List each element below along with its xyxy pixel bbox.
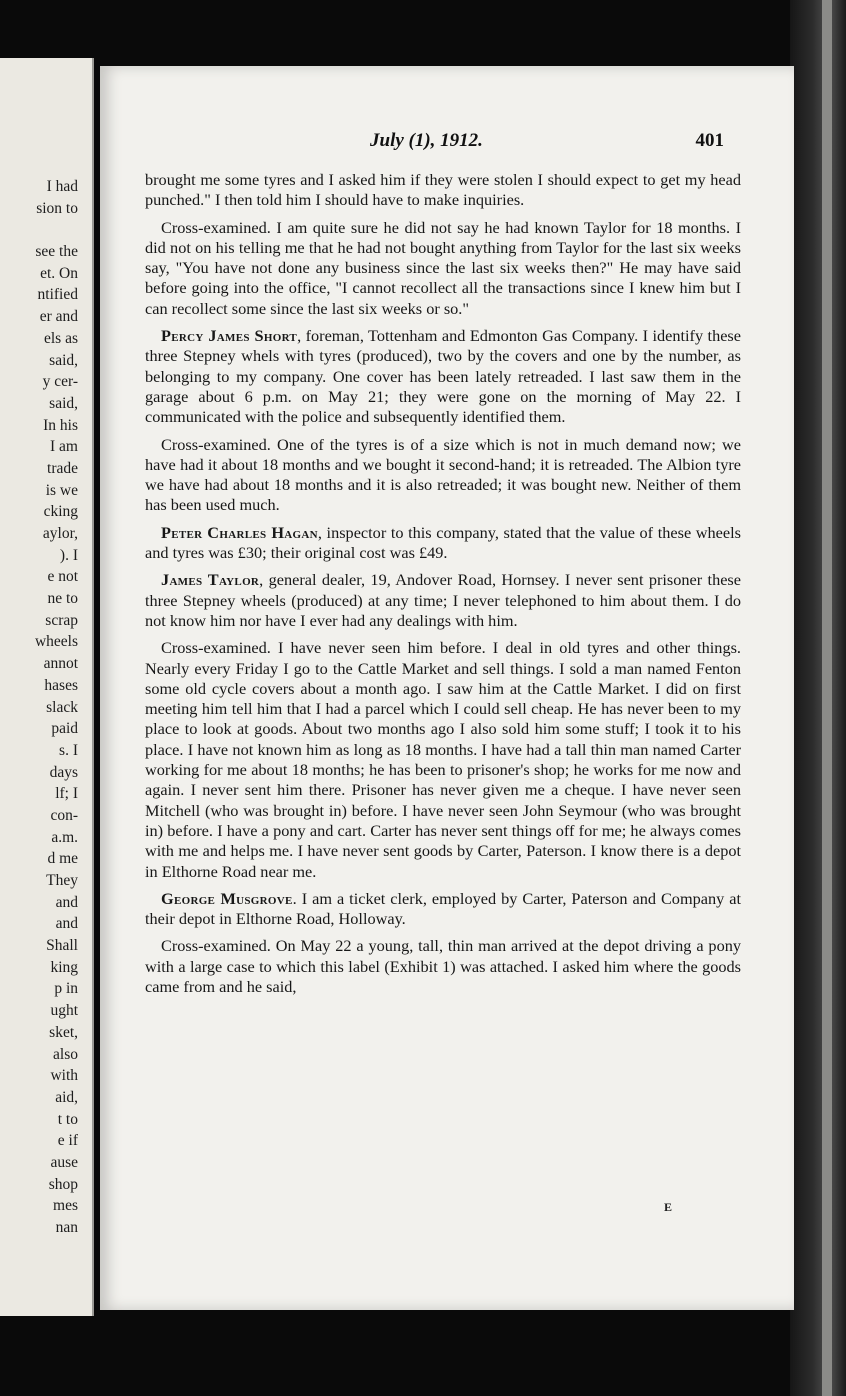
margin-fragment: Shall [46,937,78,955]
margin-fragment: a.m. [51,828,78,846]
margin-fragment [0,219,78,241]
margin-fragment: said, [49,351,78,369]
margin-fragment: king [50,958,78,976]
margin-fragment: cking [43,503,78,521]
paragraph [145,570,741,631]
margin-fragment: They [46,872,78,889]
witness-name: James Taylor [161,570,260,590]
book-edge [790,0,846,1396]
margin-fragment: con- [50,806,78,824]
paragraph [145,889,741,930]
margin-fragment: wheels [34,633,78,651]
witness-name: Peter Charles Hagan [161,522,318,542]
witness-testimony: , general dealer, 19, Andover Road, Hornsey. I never sent prisoner these three Stepney wheels (produced) at any time; I never telephoned to him about them. I do not know him nor have I ever had any dealings with him. [145,570,741,630]
witness-testimony: , inspector to this company, stated that the value of these wheels and tyres was £30; their original cost was £49. [145,522,741,563]
margin-fragment: I had [46,178,78,195]
margin-fragment: els as [43,329,78,347]
margin-fragment: paid [51,720,78,738]
page-edge-strip [822,0,832,1396]
margin-fragment: e not [47,568,78,586]
witness-name: Percy James Short [161,326,298,346]
margin-fragment: sion to [36,199,78,217]
witness-testimony: . I am a ticket clerk, employed by Carter, Paterson and Company at their depot in Elthorne Road, Holloway. [145,888,741,929]
margin-fragment: y cer- [42,373,78,391]
margin-fragment: ause [50,1153,78,1171]
paragraph: Cross-examined. I have never seen him before. I deal in old tyres and other things. Nearly every Friday I go to the Cattle Market and sell things. I sold a man named Fenton some old cycle covers about a month ago. I saw him at the Cattle Market. I did on first meeting him tell him that I had a parcel which I could sell cheap. He has never been to my place to look at goods. About two months ago I also sold him some stuff; I took it to his place. I have not known him as long as 18 months. I have had a tall thin man named Carter working for me about 18 months; he has been to prisoner's shop; he works for me now and again. I never sent him there. Prisoner has never given me a cheque. I have never seen Mitchell (who was brought in) before. I have never seen John Seymour (who was brought in) before. I have a pony and cart. Carter has never sent things off for me; he always comes with me and helps me. I have never sent goods by Carter, Paterson. I know there is a depot in Elthorne Road near me. [145,638,741,881]
margin-fragment: sket, [49,1023,78,1041]
margin-fragment: s. I [59,741,78,759]
margin-fragment: trade [47,459,78,477]
witness-testimony: , foreman, Tottenham and Edmonton Gas Company. I identify these three Stepney whels with tyres (produced), two by the covers and one by the number, as belonging to my company. One cover has been lately retreaded. I last saw them in the garage about 6 p.m. on May 21; they were gone on the morning of May 22. I communicated with the police and subsequently identified them. [145,326,741,427]
paragraph: Cross-examined. On May 22 a young, tall, thin man arrived at the depot driving a pony with a large case to which this label (Exhibit 1) was attached. I asked him where the goods came from and he said, [145,936,741,996]
margin-fragment: aid, [55,1088,78,1106]
paragraph: Cross-examined. I am quite sure he did not say he had known Taylor for 18 months. I did not on his telling me that he had not bought anything from Taylor for the last six weeks say, "You have not done any business since the last six weeks then?" He may have said before going into the office, "I cannot recollect all the transactions since I knew him but I can recollect some since the last six weeks or so." [145,217,741,318]
margin-fragment: shop [48,1175,78,1193]
margin-fragment: and [55,915,78,933]
paragraph [145,326,741,427]
margin-fragment: er and [39,308,78,326]
margin-fragment: nan [55,1219,78,1236]
margin-fragment: I am [50,438,78,456]
margin-fragment: aylor, [42,525,78,542]
margin-fragment: ). I [59,546,78,564]
margin-fragment: mes [53,1197,78,1215]
page-number: 401 [695,130,724,151]
margin-fragment: days [49,763,78,781]
margin-fragment: annot [43,655,78,673]
margin-fragment: and [55,893,78,911]
page-date: July (1), 1912. [370,130,483,151]
page [100,66,794,1310]
margin-fragment: hases [44,676,78,694]
paragraph: Cross-examined. One of the tyres is of a size which is not in much demand now; we have had it about 18 months and we bought it second-hand; it is retreaded. The Albion tyre we have had about 18 months and it is also retreaded; it was bought new. Neither of them has been used much. [145,434,741,515]
margin-fragment: In his [43,416,78,434]
margin-fragment: e if [57,1132,78,1150]
margin-fragment: said, [49,394,78,412]
margin-fragment: ntified [37,286,78,304]
page-header [370,130,724,160]
signature-mark: E [663,1200,672,1214]
margin-fragment: ught [50,1002,78,1020]
margin-fragment: is we [45,481,78,499]
margin-fragment: with [50,1067,78,1085]
previous-page-text [0,176,78,1239]
margin-fragment: also [53,1045,78,1063]
margin-fragment: lf; I [55,785,78,803]
margin-fragment: see the [35,243,78,261]
margin-fragment: p in [54,980,78,998]
paragraph: brought me some tyres and I asked him if they were stolen I should expect to get my head punched." I then told him I should have to make inquiries. [145,170,741,210]
margin-fragment: ne to [47,590,78,608]
body-text [145,170,741,1004]
margin-fragment: t to [57,1110,78,1128]
margin-fragment: et. On [40,264,78,282]
previous-page-fragment [0,58,94,1316]
paragraph [145,523,741,564]
margin-fragment: slack [46,698,78,716]
witness-name: George Musgrove [161,888,293,908]
margin-fragment: d me [47,850,78,868]
margin-fragment: scrap [45,611,78,629]
